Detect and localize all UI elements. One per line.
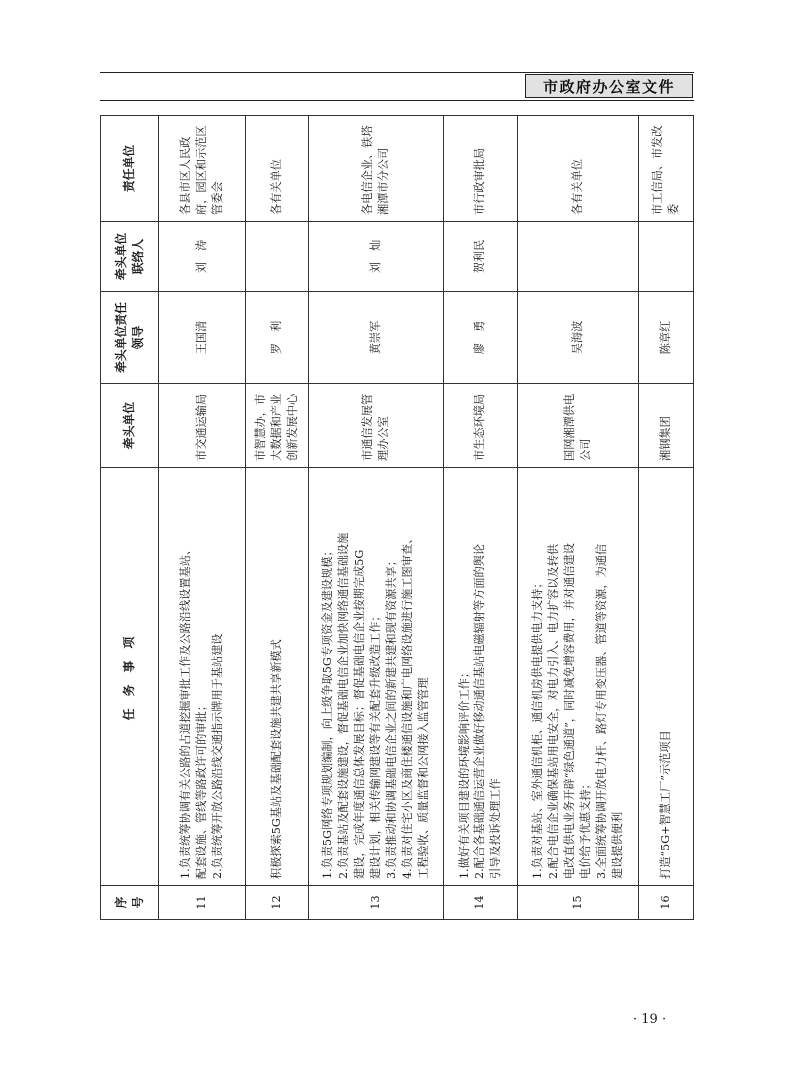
header-rule-top [100,72,694,73]
row-lead-contact [638,222,693,292]
row-lead-contact [246,222,309,292]
row-responsible: 市行政审批局 [444,116,517,222]
row-task [444,468,517,886]
table-row [444,116,517,920]
row-responsible: 各有关单位 [517,116,638,222]
task-line: 1.负责统筹协调有关公路的占道挖掘审批工作及公路沿线设置基站、 [179,543,193,879]
row-responsible: 市工信局、市发改委 [638,116,693,222]
task-line: 建设提供便利 [610,811,624,879]
table-body [159,116,694,920]
header-task: 任 务 事 项 [101,468,159,886]
row-lead-leader: 王国清 [159,292,246,384]
table-header-row [101,116,159,920]
task-line: 积极探索5G基站及基础配套设施共建共享新模式 [269,639,283,879]
row-lead-contact: 刘 涛 [159,222,246,292]
task-line: 建设计划，相关传输网建设等有关配套升级改造工作； [369,610,383,879]
row-seq: 15 [517,886,638,920]
task-line: 打造“5G+智慧工厂”示范项目 [659,730,673,879]
task-line: 建设，完成年度通信总体发展目标；督促基础电信企业按期完成5G [353,549,367,879]
task-line: 2.配合各基础通信运营企业做好移动通信基站电磁辐射等方面的舆论 [473,543,487,879]
row-lead-unit: 市智慧办，市大数据和产业创新发展中心 [246,384,309,468]
task-line: 配套设施、管线等路政许可的审批； [195,699,209,879]
task-table-wrapper [100,116,694,920]
header-lead-unit: 牵头单位 [101,384,159,468]
row-lead-unit: 市通信发展管理办公室 [308,384,444,468]
header-rule-bottom [100,100,694,101]
task-line: 工程验收、质量监督和公网接入监管管理 [416,677,430,879]
row-task [638,468,693,886]
task-line: 3.负责推动和协调基础电信企业之间的新建共建和现有资源共享； [384,555,398,879]
row-seq: 11 [159,886,246,920]
header-lead-leader: 牵头单位责任领导 [101,292,159,384]
row-seq: 12 [246,886,309,920]
table-row [308,116,444,920]
table-row [517,116,638,920]
row-task [246,468,309,886]
row-responsible: 各县市区人民政府，园区和示范区管委会 [159,116,246,222]
task-line: 2.负责基站及配套设施建设，督促基础电信企业加快网络通信基础设施 [337,532,351,879]
task-line: 电价给予优惠支持； [578,778,592,879]
task-line: 4.负责对住宅小区及商住楼通信设施和广电网络设施进行施工图审查、 [400,532,414,879]
row-seq: 16 [638,886,693,920]
header-seq: 序号 [101,886,159,920]
header-lead-contact: 牵头单位联络人 [101,222,159,292]
task-line: 电改直供电业务开辟“绿色通道”，同时减免增容费用，并对通信建设 [562,543,576,879]
row-lead-leader: 廖 勇 [444,292,517,384]
row-lead-unit: 国网湘潭供电公司 [517,384,638,468]
task-line: 2.负责统筹开放公路沿线交通指示牌用于基站建设 [210,633,224,879]
row-seq: 14 [444,886,517,920]
row-task [308,468,444,886]
row-lead-leader: 陈章红 [638,292,693,384]
row-lead-leader: 罗 利 [246,292,309,384]
table-row [246,116,309,920]
task-line: 1.做好有关项目建设的环境影响评价工作； [457,666,471,879]
row-lead-contact: 贺利民 [444,222,517,292]
row-lead-leader: 黄崇军 [308,292,444,384]
row-responsible: 各电信企业、铁塔湘潭市分公司 [308,116,444,222]
row-lead-unit: 市交通运输局 [159,384,246,468]
row-lead-unit: 湘钢集团 [638,384,693,468]
task-line: 2.配合电信企业确保基站用电安全，对电力引入、电力扩容以及转供 [546,543,560,879]
task-line: 1.负责5G网络专项规划编制，向上级争取5G专项资金及建设规模； [321,545,335,879]
task-table-rotated [100,116,694,920]
row-task [517,468,638,886]
task-line: 3.全面统筹协调开放电力杆、路灯专用变压器、管道等资源，为通信 [594,543,608,879]
task-table [100,115,694,920]
document-banner [525,74,693,98]
task-line: 1.负责对基站、室外通信机柜、通信机房供电提供电力支持； [531,577,545,879]
row-lead-leader: 吴海波 [517,292,638,384]
row-lead-unit: 市生态环境局 [444,384,517,468]
row-task [159,468,246,886]
header-responsible: 责任单位 [101,116,159,222]
document-banner-title: 市政府办公室文件 [542,77,675,96]
row-seq: 13 [308,886,444,920]
table-row [638,116,693,920]
row-lead-contact: 刘 灿 [308,222,444,292]
row-responsible: 各有关单位 [246,116,309,222]
table-row [159,116,246,920]
task-line: 引导及投诉处理工作 [489,778,503,879]
page-number: · 19 · [633,1012,667,1027]
row-lead-contact [517,222,638,292]
